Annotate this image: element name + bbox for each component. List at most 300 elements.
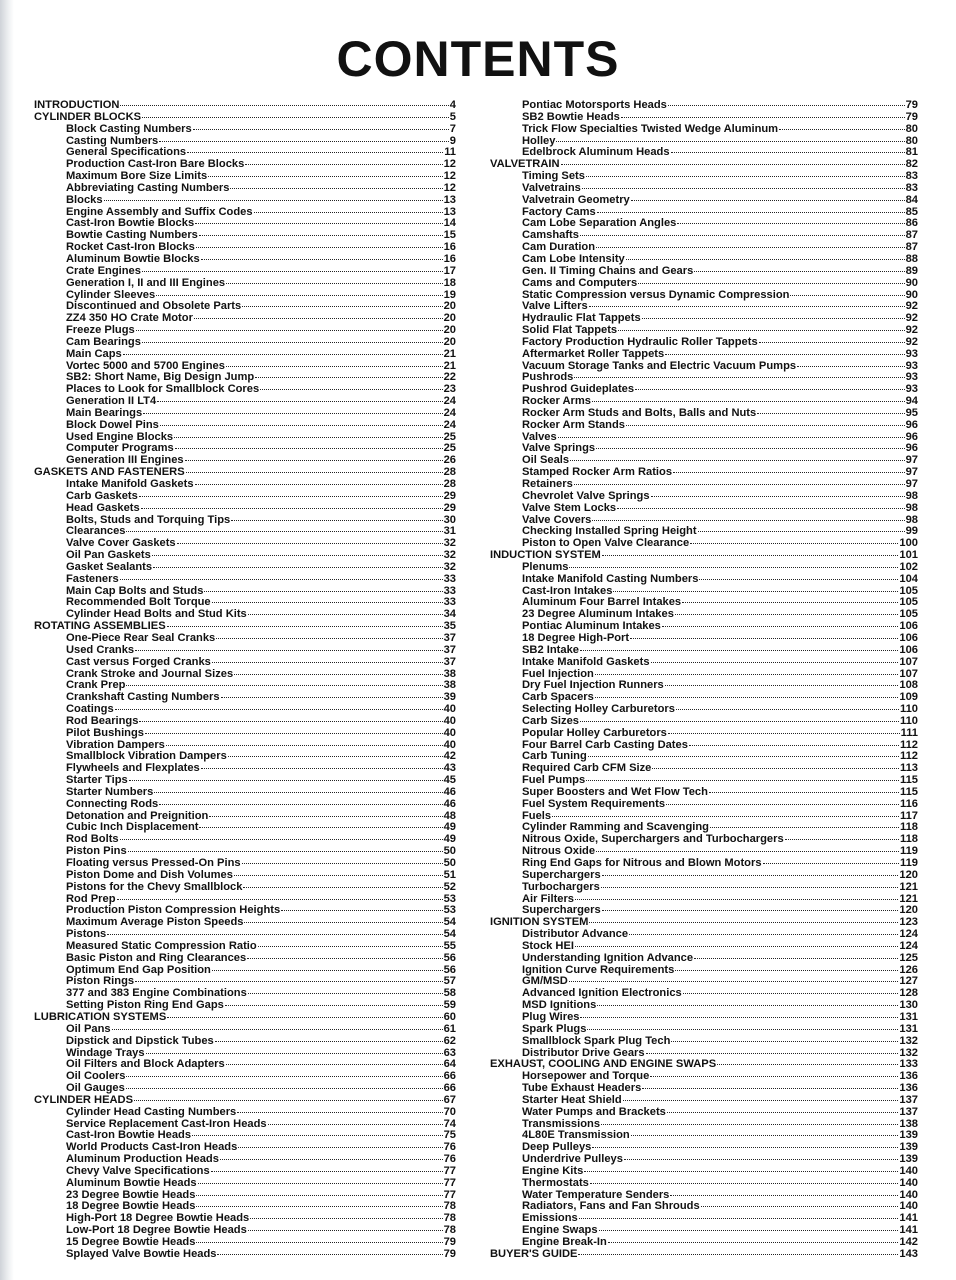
dot-leader (254, 212, 443, 213)
toc-entry-title: Gen. II Timing Chains and Gears (522, 264, 694, 277)
toc-entry-page: 124 (899, 939, 918, 952)
toc-entry[interactable] (490, 408, 918, 420)
toc-entry[interactable] (490, 1178, 918, 1190)
toc-entry-page: 18 (443, 276, 456, 289)
toc-entry-page: 26 (443, 454, 456, 467)
toc-entry-page: 139 (899, 1153, 918, 1166)
dot-leader (248, 614, 443, 615)
dot-leader (195, 223, 442, 224)
toc-entry-title: Aluminum Four Barrel Intakes (522, 596, 682, 609)
toc-entry-title: 23 Degree Bowtie Heads (66, 1188, 196, 1201)
toc-entry[interactable] (490, 882, 918, 894)
dot-leader (120, 105, 448, 106)
dot-leader (107, 934, 442, 935)
toc-entry-title: Tube Exhaust Headers (522, 1082, 642, 1095)
toc-entry[interactable] (34, 124, 456, 136)
toc-entry-title: Aftermarket Roller Tappets (522, 347, 665, 360)
toc-entry-page: 93 (905, 359, 918, 372)
dot-leader (588, 756, 899, 757)
toc-entry-title: General Specifications (66, 146, 187, 159)
dot-leader (689, 745, 899, 746)
toc-entry-page: 59 (443, 999, 456, 1012)
toc-entry-title: Valve Stem Locks (522, 501, 617, 514)
dot-leader (670, 1195, 898, 1196)
dot-leader (226, 283, 443, 284)
dot-leader (601, 1124, 898, 1125)
toc-entry[interactable] (34, 870, 456, 882)
toc-entry-page: 53 (443, 904, 456, 917)
toc-entry-title: Spark Plugs (522, 1022, 587, 1035)
dot-leader (623, 1100, 899, 1101)
toc-entry-title: Oil Seals (522, 454, 570, 467)
dot-leader (797, 366, 905, 367)
toc-entry-title: SB2 Intake (522, 643, 579, 656)
toc-entry-page: 24 (443, 418, 456, 431)
dot-leader (194, 318, 443, 319)
dot-leader (698, 531, 905, 532)
toc-entry-title: Superchargers (522, 904, 601, 917)
toc-entry-title: 18 Degree High-Port (522, 631, 630, 644)
toc-entry-page: 77 (443, 1188, 456, 1201)
dot-leader (710, 827, 899, 828)
toc-entry-title: Crate Engines (66, 264, 141, 277)
toc-entry-page: 29 (443, 489, 456, 502)
toc-entry-title: Basic Piston and Ring Clearances (66, 951, 247, 964)
toc-entry-page: 115 (900, 785, 918, 798)
toc-entry-page: 137 (899, 1105, 918, 1118)
toc-entry-page: 79 (905, 99, 918, 111)
toc-entry[interactable] (490, 1095, 918, 1107)
dot-leader (129, 780, 443, 781)
toc-entry-page: 96 (905, 442, 918, 455)
toc-entry-title: Pushrods (522, 371, 574, 384)
toc-entry-page: 13 (443, 205, 456, 218)
toc-entry-title: Pistons for the Chevy Smallblock (66, 880, 243, 893)
toc-entry-page: 79 (443, 1247, 456, 1260)
toc-entry-title: Intake Manifold Gaskets (66, 478, 194, 490)
toc-entry-title: GASKETS AND FASTENERS (34, 466, 185, 479)
toc-entry[interactable] (34, 799, 456, 811)
toc-entry-title: Stock HEI (522, 939, 575, 952)
toc-entry[interactable] (34, 266, 456, 278)
toc-entry[interactable] (490, 420, 918, 432)
dot-leader (141, 508, 443, 509)
dot-leader (597, 1005, 898, 1006)
toc-entry-page: 118 (900, 821, 918, 834)
toc-entry[interactable] (490, 349, 918, 361)
toc-entry[interactable] (34, 491, 456, 503)
toc-entry-page: 136 (899, 1082, 918, 1095)
toc-entry-title: Block Dowel Pins (66, 418, 159, 431)
dot-leader (790, 295, 904, 296)
toc-entry-title: Bowtie Casting Numbers (66, 229, 198, 242)
toc-entry-page: 22 (443, 371, 456, 384)
toc-entry[interactable] (34, 657, 456, 669)
toc-entry-page: 17 (443, 264, 456, 277)
toc-entry-title: Advanced Ignition Electronics (522, 987, 682, 1000)
toc-entry[interactable] (490, 337, 918, 349)
toc-entry-title: Oil Coolers (66, 1070, 126, 1083)
page-binding-edge (0, 0, 14, 1280)
toc-entry-title: Casting Numbers (66, 134, 159, 147)
toc-entry-page: 25 (443, 430, 456, 443)
dot-leader (186, 472, 443, 473)
toc-entry-title: Piston to Open Valve Clearance (522, 537, 690, 550)
dot-leader (226, 1064, 443, 1065)
toc-entry-title: Plenums (522, 560, 569, 573)
dot-leader (201, 259, 443, 260)
dot-leader (701, 1206, 899, 1207)
toc-entry[interactable] (490, 503, 918, 515)
toc-entry-page: 37 (443, 631, 456, 644)
dot-leader (250, 1218, 442, 1219)
toc-section-entry[interactable] (34, 1095, 456, 1107)
dot-leader (196, 247, 443, 248)
toc-left-column (34, 100, 456, 1261)
toc-entry[interactable] (490, 124, 918, 136)
toc-entry[interactable] (490, 716, 918, 728)
dot-leader (248, 993, 443, 994)
toc-entry-page: 106 (899, 643, 918, 656)
toc-entry-page: 127 (899, 975, 918, 988)
toc-entry[interactable] (34, 1036, 456, 1048)
dot-leader (142, 117, 449, 118)
dot-leader (201, 768, 443, 769)
dot-leader (160, 425, 443, 426)
toc-entry[interactable] (490, 645, 918, 657)
toc-entry[interactable] (490, 574, 918, 586)
toc-entry-page: 15 (443, 229, 456, 242)
toc-entry-page: 106 (899, 631, 918, 644)
toc-entry-page: 4 (449, 99, 456, 111)
toc-entry-title: Carb Gaskets (66, 489, 138, 502)
toc-entry[interactable] (34, 882, 456, 894)
toc-entry-page: 66 (443, 1082, 456, 1095)
dot-leader (242, 306, 442, 307)
toc-entry[interactable] (490, 799, 918, 811)
toc-entry-page: 20 (443, 300, 456, 313)
toc-entry-title: Holley (522, 134, 556, 147)
toc-entry-page: 38 (443, 667, 456, 680)
toc-entry-title: Cylinder Head Casting Numbers (66, 1105, 237, 1118)
dot-leader (228, 756, 443, 757)
dot-leader (187, 152, 443, 153)
dot-leader (225, 1005, 443, 1006)
toc-entry-page: 40 (443, 738, 456, 751)
dot-leader (152, 555, 443, 556)
dot-leader (587, 1029, 898, 1030)
toc-entry[interactable] (34, 183, 456, 195)
toc-entry-page: 48 (443, 809, 456, 822)
toc-entry-title: Valve Covers (522, 513, 592, 526)
toc-entry-title: VALVETRAIN (490, 158, 560, 171)
toc-entry-page: 13 (443, 193, 456, 206)
toc-entry-page: 93 (905, 383, 918, 396)
toc-entry-title: Freeze Plugs (66, 324, 135, 337)
toc-entry-title: Pilot Bushings (66, 726, 144, 739)
toc-entry-page: 54 (443, 916, 456, 929)
toc-entry-title: Cam Bearings (66, 335, 141, 348)
dot-leader (136, 330, 443, 331)
toc-entry-page: 132 (899, 1034, 918, 1047)
dot-leader (204, 591, 442, 592)
toc-entry-page: 83 (905, 181, 918, 194)
toc-entry-page: 130 (899, 999, 918, 1012)
toc-entry-title: SB2 Bowtie Heads (522, 110, 620, 123)
dot-leader (211, 1171, 443, 1172)
dot-leader (662, 626, 899, 627)
dot-leader (667, 1112, 899, 1113)
dot-leader (126, 1088, 443, 1089)
toc-entry-title: Factory Production Hydraulic Roller Tappets (522, 335, 758, 348)
toc-entry-title: Radiators, Fans and Fan Shrouds (522, 1200, 700, 1213)
toc-entry-page: 83 (905, 170, 918, 183)
toc-entry-page: 97 (905, 478, 918, 490)
toc-entry-page: 139 (899, 1129, 918, 1142)
toc-entry[interactable] (34, 1249, 456, 1261)
toc-entry-title: Main Cap Bolts and Studs (66, 584, 204, 597)
toc-entry[interactable] (490, 1024, 918, 1036)
toc-entry[interactable] (490, 266, 918, 278)
toc-entry-title: Measured Static Compression Ratio (66, 939, 257, 952)
dot-leader (785, 839, 899, 840)
toc-entry-page: 131 (899, 1022, 918, 1035)
toc-entry[interactable] (34, 787, 456, 799)
toc-entry[interactable] (34, 941, 456, 953)
toc-entry-page: 40 (443, 714, 456, 727)
toc-entry-title: Abbreviating Casting Numbers (66, 181, 230, 194)
dot-leader (115, 709, 443, 710)
toc-entry[interactable] (490, 491, 918, 503)
toc-entry-page: 11 (444, 146, 456, 159)
toc-entry-title: Recommended Bolt Torque (66, 596, 211, 609)
toc-entry[interactable] (34, 1178, 456, 1190)
dot-leader (602, 875, 899, 876)
toc-entry-title: Windage Trays (66, 1046, 145, 1059)
toc-entry-title: Computer Programs (66, 442, 174, 455)
toc-entry-page: 79 (905, 110, 918, 123)
toc-entry-title: Nitrous Oxide (522, 845, 596, 858)
toc-entry[interactable] (34, 195, 456, 207)
toc-entry-page: 107 (899, 655, 918, 668)
toc-entry[interactable] (490, 787, 918, 799)
toc-entry[interactable] (490, 112, 918, 124)
toc-entry-title: Generation I, II and III Engines (66, 276, 226, 289)
toc-entry[interactable] (490, 562, 918, 574)
dot-leader (237, 1112, 442, 1113)
toc-entry-title: Aluminum Production Heads (66, 1153, 219, 1166)
dot-leader (592, 520, 904, 521)
toc-entry-title: Oil Pan Gaskets (66, 549, 151, 562)
toc-entry-title: Fuel Pumps (522, 774, 586, 787)
toc-entry-page: 138 (899, 1117, 918, 1130)
toc-entry[interactable] (34, 574, 456, 586)
toc-entry-page: 95 (905, 406, 918, 419)
toc-entry-page: 132 (899, 1046, 918, 1059)
toc-entry[interactable] (34, 645, 456, 657)
toc-entry-title: Gasket Sealants (66, 560, 153, 573)
dot-leader (167, 1017, 442, 1018)
toc-entry-page: 77 (443, 1176, 456, 1189)
toc-entry-page: 101 (899, 549, 918, 562)
toc-entry-title: Crankshaft Casting Numbers (66, 691, 220, 704)
dot-leader (142, 271, 443, 272)
dot-leader (238, 1147, 442, 1148)
dot-leader (673, 472, 905, 473)
dot-leader (599, 1230, 899, 1231)
toc-entry[interactable] (490, 870, 918, 882)
toc-entry-page: 74 (443, 1117, 456, 1130)
toc-section-entry[interactable] (490, 1249, 918, 1261)
toc-entry-title: Aluminum Bowtie Blocks (66, 252, 200, 265)
toc-entry[interactable] (34, 337, 456, 349)
toc-entry-page: 32 (443, 549, 456, 562)
toc-entry-page: 105 (899, 608, 918, 621)
toc-entry[interactable] (34, 420, 456, 432)
toc-entry-title: Valvetrains (522, 181, 581, 194)
dot-leader (166, 745, 443, 746)
toc-entry-page: 133 (899, 1058, 918, 1071)
dot-leader (580, 721, 899, 722)
dot-leader (683, 993, 899, 994)
toc-entry-title: Oil Pans (66, 1022, 111, 1035)
toc-entry[interactable] (490, 728, 918, 740)
toc-entry-title: Intake Manifold Gaskets (522, 655, 650, 668)
toc-entry-title: 377 and 383 Engine Combinations (66, 987, 247, 1000)
toc-entry-page: 45 (443, 774, 456, 787)
toc-entry[interactable] (490, 278, 918, 290)
toc-entry-page: 140 (899, 1200, 918, 1213)
toc-entry-title: Maximum Average Piston Speeds (66, 916, 244, 929)
toc-entry-page: 33 (443, 596, 456, 609)
dot-leader (558, 437, 905, 438)
toc-entry-page: 105 (899, 596, 918, 609)
toc-entry-title: Engine Break-In (522, 1236, 607, 1248)
dot-leader (757, 413, 904, 414)
toc-entry-page: 20 (443, 335, 456, 348)
toc-entry-page: 111 (900, 726, 918, 739)
toc-entry-title: BUYER'S GUIDE (490, 1247, 578, 1260)
toc-entry[interactable] (34, 953, 456, 965)
toc-entry-title: Distributor Drive Gears (522, 1046, 645, 1059)
toc-entry[interactable] (490, 195, 918, 207)
toc-entry-page: 93 (905, 347, 918, 360)
dot-leader (569, 567, 898, 568)
toc-entry-title: Engine Assembly and Suffix Codes (66, 205, 253, 218)
toc-entry-title: Piston Rings (66, 975, 135, 988)
toc-entry[interactable] (34, 278, 456, 290)
toc-entry-title: Cast-Iron Bowtie Heads (66, 1129, 192, 1142)
toc-entry-page: 87 (905, 229, 918, 242)
toc-entry-title: LUBRICATION SYSTEMS (34, 1010, 167, 1023)
toc-entry-title: Aluminum Bowtie Heads (66, 1176, 197, 1189)
toc-entry-title: Crank Stroke and Journal Sizes (66, 667, 234, 680)
dot-leader (208, 176, 442, 177)
toc-entry-title: Generation II LT4 (66, 395, 157, 408)
toc-entry-page: 60 (443, 1010, 456, 1023)
toc-entry-page: 38 (443, 679, 456, 692)
dot-leader (128, 851, 443, 852)
dot-leader (248, 1230, 443, 1231)
toc-entry-page: 98 (905, 513, 918, 526)
toc-entry-title: Trick Flow Specialties Twisted Wedge Aluminum (522, 122, 779, 135)
dot-leader (193, 129, 449, 130)
toc-entry-title: IGNITION SYSTEM (490, 916, 589, 929)
toc-entry[interactable] (490, 1166, 918, 1178)
toc-entry[interactable] (34, 1107, 456, 1119)
dot-leader (177, 543, 443, 544)
toc-entry-title: Timing Sets (522, 170, 585, 183)
toc-entry[interactable] (34, 1024, 456, 1036)
dot-leader (244, 922, 442, 923)
toc-entry[interactable] (490, 953, 918, 965)
dot-leader (135, 650, 442, 651)
toc-entry[interactable] (34, 728, 456, 740)
toc-entry-page: 34 (443, 608, 456, 621)
toc-entry-page: 123 (899, 916, 918, 929)
toc-entry-title: Vortec 5000 and 5700 Engines (66, 359, 225, 372)
dot-leader (192, 1135, 443, 1136)
dot-leader (671, 1041, 898, 1042)
toc-entry-title: Vibration Dampers (66, 738, 165, 751)
dot-leader (255, 377, 442, 378)
dot-leader (630, 638, 898, 639)
toc-entry-title: Rocker Arms (522, 395, 591, 408)
toc-entry-page: 51 (443, 868, 456, 881)
toc-entry[interactable] (34, 1166, 456, 1178)
toc-entry[interactable] (34, 408, 456, 420)
dot-leader (580, 650, 898, 651)
dot-leader (699, 579, 898, 580)
toc-entry-page: 137 (899, 1093, 918, 1106)
toc-section-entry[interactable] (34, 112, 456, 124)
dot-leader (646, 1053, 899, 1054)
toc-entry[interactable] (490, 1036, 918, 1048)
toc-entry-title: Cylinder Sleeves (66, 288, 156, 301)
toc-entry-title: CYLINDER HEADS (34, 1093, 134, 1106)
toc-entry[interactable] (490, 1107, 918, 1119)
toc-entry-title: Used Engine Blocks (66, 430, 174, 443)
toc-entry-page: 124 (899, 928, 918, 941)
toc-entry[interactable] (490, 941, 918, 953)
toc-entry[interactable] (490, 657, 918, 669)
dot-leader (142, 342, 443, 343)
toc-entry[interactable] (34, 716, 456, 728)
dot-leader (575, 946, 898, 947)
dot-leader (580, 235, 905, 236)
toc-entry[interactable] (34, 503, 456, 515)
toc-entry-page: 33 (443, 584, 456, 597)
dot-leader (626, 425, 905, 426)
dot-leader (638, 283, 904, 284)
toc-entry-title: Block Casting Numbers (66, 122, 192, 135)
toc-entry-page: 126 (899, 963, 918, 976)
toc-entry-title: Main Caps (66, 347, 122, 360)
toc-entry[interactable] (34, 562, 456, 574)
dot-leader (260, 389, 442, 390)
toc-entry[interactable] (490, 183, 918, 195)
toc-entry-page: 40 (443, 703, 456, 716)
toc-entry[interactable] (34, 349, 456, 361)
toc-entry-page: 76 (443, 1153, 456, 1166)
toc-entry-title: Oil Gauges (66, 1082, 125, 1095)
dot-leader (613, 591, 898, 592)
dot-leader (167, 626, 443, 627)
toc-entry-page: 56 (443, 963, 456, 976)
toc-entry-page: 97 (905, 466, 918, 479)
dot-leader (621, 117, 905, 118)
toc-entry-page: 14 (443, 217, 456, 230)
